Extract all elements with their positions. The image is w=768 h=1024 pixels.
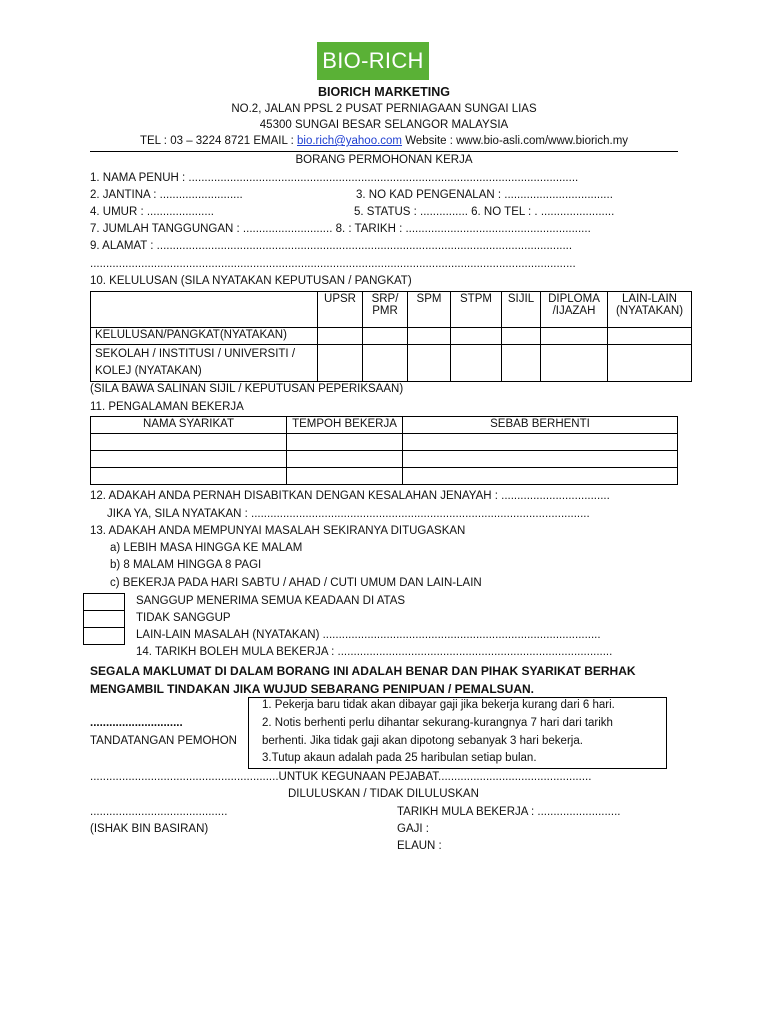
- row-label-kelulusan: KELULUSAN/PANGKAT(NYATAKAN): [91, 328, 318, 345]
- opt-tidak-sanggup-label: TIDAK SANGGUP: [136, 612, 231, 624]
- table-row: [91, 345, 692, 382]
- signature-label: TANDATANGAN PEMOHON: [90, 735, 237, 747]
- note-2: 2. Notis berhenti perlu dihantar sekurang-kurangnya 7 hari dari tarikh: [262, 717, 613, 729]
- table-cell[interactable]: [541, 345, 608, 382]
- q11-title: 11. PENGALAMAN BEKERJA: [90, 401, 244, 413]
- office-start-date[interactable]: TARIKH MULA BEKERJA : ..........................: [397, 806, 621, 818]
- field-dependents-date[interactable]: 7. JUMLAH TANGGUNGAN : ............................ 8. : TARIKH : ..........................................................: [90, 223, 591, 235]
- table-cell[interactable]: [91, 468, 287, 485]
- table-cell[interactable]: [502, 328, 541, 345]
- header-diploma: DIPLOMA /IJAZAH: [541, 292, 608, 328]
- header-reason: SEBAB BERHENTI: [403, 417, 678, 434]
- table-cell[interactable]: [608, 345, 692, 382]
- header-srp-pmr: SRP/ PMR: [363, 292, 408, 328]
- certificate-note: (SILA BAWA SALINAN SIJIL / KEPUTUSAN PEPERIKSAAN): [90, 383, 404, 395]
- opt-lain-lain-label[interactable]: LAIN-LAIN MASALAH (NYATAKAN) .......................................................................................: [136, 629, 601, 641]
- field-gender[interactable]: 2. JANTINA : ..........................: [90, 189, 243, 201]
- approver-name: (ISHAK BIN BASIRAN): [90, 823, 209, 835]
- table-cell[interactable]: [318, 328, 363, 345]
- q13-option-b: b) 8 MALAM HINGGA 8 PAGI: [110, 559, 262, 571]
- table-cell[interactable]: [451, 345, 502, 382]
- field-address-line2[interactable]: ........................................................................................................................................................: [90, 258, 576, 270]
- q12-details[interactable]: JIKA YA, SILA NYATAKAN : ..........................................................................................................: [107, 508, 590, 520]
- header-upsr: UPSR: [318, 292, 363, 328]
- contact-prefix: TEL : 03 – 3224 8721 EMAIL :: [139, 135, 298, 147]
- table-cell[interactable]: [363, 345, 408, 382]
- declaration-line-2: MENGAMBIL TINDAKAN JIKA WUJUD SEBARANG PENIPUAN / PEMALSUAN.: [90, 682, 535, 696]
- header-stpm: STPM: [451, 292, 502, 328]
- table-cell[interactable]: [287, 451, 403, 468]
- table-cell[interactable]: [403, 434, 678, 451]
- table-row: [91, 292, 692, 328]
- office-use-separator: ...........................................................UNTUK KEGUNAAN PEJABAT................................................: [90, 771, 592, 783]
- field-address[interactable]: 9. ALAMAT : ..................................................................................................................................: [90, 240, 573, 252]
- note-1: 1. Pekerja baru tidak akan dibayar gaji jika bekerja kurang dari 6 hari.: [262, 699, 615, 711]
- checkbox-lain-lain[interactable]: [83, 627, 125, 645]
- note-3: 3.Tutup akaun adalah pada 25 haribulan setiap bulan.: [262, 752, 537, 764]
- table-cell[interactable]: [403, 451, 678, 468]
- header-sijil: SIJIL: [502, 292, 541, 328]
- table-cell[interactable]: [287, 468, 403, 485]
- table-cell[interactable]: [408, 328, 451, 345]
- table-cell[interactable]: [608, 328, 692, 345]
- contact-suffix: Website : www.bio-asli.com/www.biorich.my: [402, 135, 629, 147]
- company-logo: BIO-RICH: [317, 42, 429, 80]
- signature-line[interactable]: .............................: [90, 717, 183, 729]
- table-cell[interactable]: [363, 328, 408, 345]
- table-cell[interactable]: [91, 434, 287, 451]
- company-name: BIORICH MARKETING: [318, 85, 450, 99]
- table-cell[interactable]: [408, 345, 451, 382]
- table-cell[interactable]: [541, 328, 608, 345]
- table-row: [91, 451, 678, 468]
- field-age[interactable]: 4. UMUR : .....................: [90, 206, 214, 218]
- table-row: [91, 328, 692, 345]
- header-divider: [90, 151, 678, 152]
- table-cell[interactable]: [91, 451, 287, 468]
- company-address-2: 45300 SUNGAI BESAR SELANGOR MALAYSIA: [259, 119, 509, 131]
- q13-option-a: a) LEBIH MASA HINGGA KE MALAM: [110, 542, 303, 554]
- approver-signature-line[interactable]: ...........................................: [90, 806, 228, 818]
- qualifications-table: [90, 291, 692, 382]
- form-title: BORANG PERMOHONAN KERJA: [295, 154, 473, 166]
- field-ic-number[interactable]: 3. NO KAD PENGENALAN : ..................................: [356, 189, 613, 201]
- q10-title: 10. KELULUSAN (SILA NYATAKAN KEPUTUSAN / PANGKAT): [90, 275, 412, 287]
- header-duration: TEMPOH BEKERJA: [287, 417, 403, 434]
- checkbox-tidak-sanggup[interactable]: [83, 610, 125, 628]
- company-address-1: NO.2, JALAN PPSL 2 PUSAT PERNIAGAAN SUNGAI LIAS: [231, 103, 537, 115]
- declaration-line-1: SEGALA MAKLUMAT DI DALAM BORANG INI ADALAH BENAR DAN PIHAK SYARIKAT BERHAK: [90, 664, 636, 678]
- opt-sanggup-label: SANGGUP MENERIMA SEMUA KEADAAN DI ATAS: [136, 595, 406, 607]
- q14-start-date[interactable]: 14. TARIKH BOLEH MULA BEKERJA : ......................................................................................: [136, 646, 613, 658]
- table-row: [91, 468, 678, 485]
- header-spm: SPM: [408, 292, 451, 328]
- table-cell[interactable]: [502, 345, 541, 382]
- q12-question[interactable]: 12. ADAKAH ANDA PERNAH DISABITKAN DENGAN KESALAHAN JENAYAH : ..................................: [90, 490, 610, 502]
- company-contact: [0, 135, 768, 147]
- table-cell[interactable]: [451, 328, 502, 345]
- field-full-name[interactable]: 1. NAMA PENUH : ..........................................................................................................................: [90, 172, 579, 184]
- table-row: [91, 434, 678, 451]
- table-cell[interactable]: [318, 345, 363, 382]
- table-cell: [91, 292, 318, 328]
- office-salary[interactable]: GAJI :: [397, 823, 429, 835]
- header-company: NAMA SYARIKAT: [91, 417, 287, 434]
- q13-title: 13. ADAKAH ANDA MEMPUNYAI MASALAH SEKIRANYA DITUGASKAN: [90, 525, 466, 537]
- row-label-sekolah: SEKOLAH / INSTITUSI / UNIVERSITI / KOLEJ (NYATAKAN): [91, 345, 318, 382]
- table-row: [91, 417, 678, 434]
- q13-option-c: c) BEKERJA PADA HARI SABTU / AHAD / CUTI UMUM DAN LAIN-LAIN: [110, 577, 482, 589]
- approval-status: DILULUSKAN / TIDAK DILULUSKAN: [288, 788, 479, 800]
- office-allowance[interactable]: ELAUN :: [397, 840, 442, 852]
- table-cell[interactable]: [403, 468, 678, 485]
- checkbox-sanggup[interactable]: [83, 593, 125, 611]
- email-link[interactable]: bio.rich@yahoo.com: [297, 135, 403, 147]
- field-status-phone[interactable]: 5. STATUS : ............... 6. NO TEL : . .......................: [354, 206, 615, 218]
- note-2-cont: berhenti. Jika tidak gaji akan dipotong sebanyak 3 hari bekerja.: [262, 735, 583, 747]
- header-lain-lain: LAIN-LAIN (NYATAKAN): [608, 292, 692, 328]
- table-cell[interactable]: [287, 434, 403, 451]
- notes-box: [248, 697, 667, 769]
- experience-table: [90, 416, 678, 485]
